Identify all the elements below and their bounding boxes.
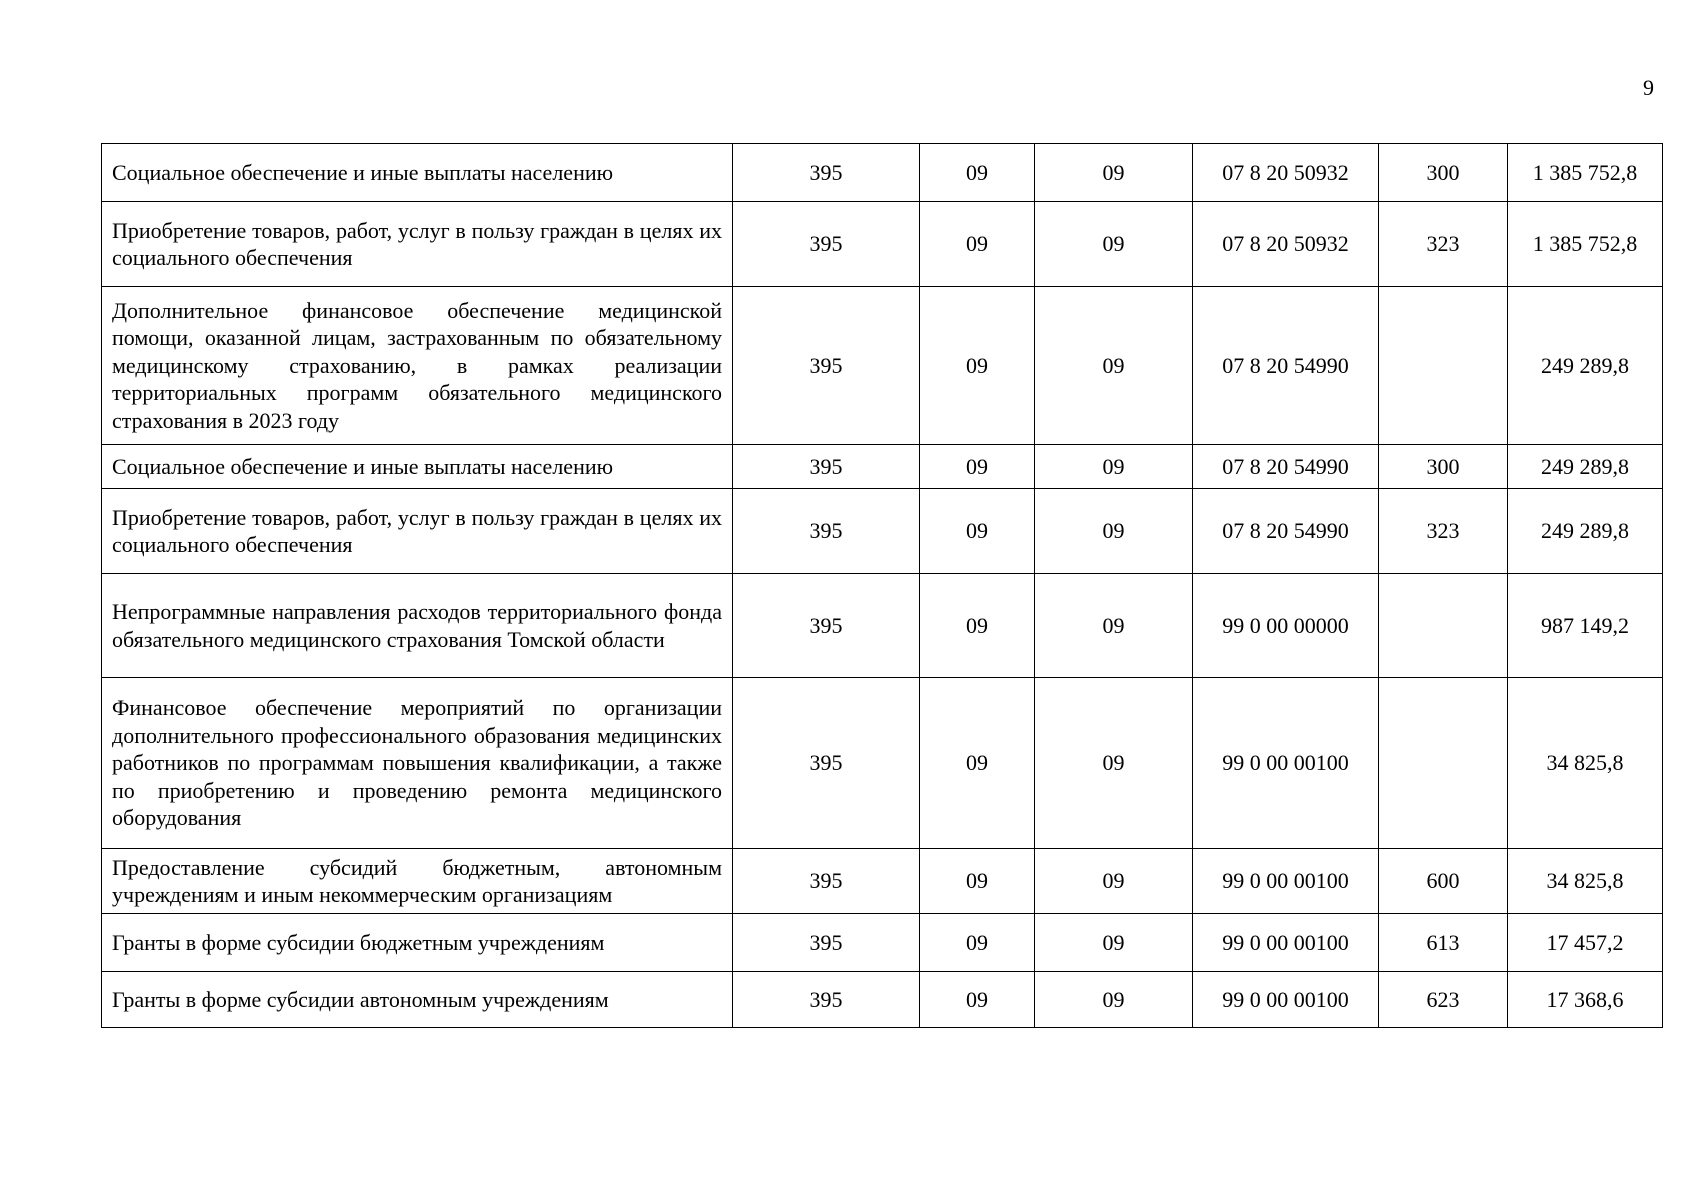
- table-row: [102, 678, 1663, 849]
- gr-code-cell: 395: [733, 972, 920, 1028]
- table-row: [102, 489, 1663, 574]
- table-row: [102, 914, 1663, 972]
- expense-type-cell: [1379, 574, 1508, 678]
- target-article-cell: 07 8 20 54990: [1193, 489, 1379, 574]
- section-code-cell: 09: [920, 445, 1035, 489]
- amount-cell: 249 289,8: [1508, 287, 1663, 445]
- table-row: [102, 972, 1663, 1028]
- amount-cell: 34 825,8: [1508, 849, 1663, 914]
- gr-code-cell: 395: [733, 914, 920, 972]
- expense-name-cell: Непрограммные направления расходов территориального фонда обязательного медицинского страхования Томской области: [102, 574, 733, 678]
- gr-code-cell: 395: [733, 144, 920, 202]
- gr-code-cell: 395: [733, 849, 920, 914]
- subsection-code-cell: 09: [1035, 849, 1193, 914]
- amount-cell: 17 457,2: [1508, 914, 1663, 972]
- gr-code-cell: 395: [733, 445, 920, 489]
- target-article-cell: 99 0 00 00000: [1193, 574, 1379, 678]
- expense-type-cell: [1379, 287, 1508, 445]
- section-code-cell: 09: [920, 574, 1035, 678]
- subsection-code-cell: 09: [1035, 144, 1193, 202]
- subsection-code-cell: 09: [1035, 678, 1193, 849]
- target-article-cell: 07 8 20 54990: [1193, 287, 1379, 445]
- target-article-cell: 99 0 00 00100: [1193, 849, 1379, 914]
- amount-cell: 1 385 752,8: [1508, 144, 1663, 202]
- gr-code-cell: 395: [733, 287, 920, 445]
- table-row: [102, 445, 1663, 489]
- target-article-cell: 07 8 20 54990: [1193, 445, 1379, 489]
- subsection-code-cell: 09: [1035, 202, 1193, 287]
- expense-type-cell: 300: [1379, 144, 1508, 202]
- expense-type-cell: 323: [1379, 489, 1508, 574]
- expense-name-cell: Финансовое обеспечение мероприятий по организации дополнительного профессионального образования медицинских работников по программам повышения квалификации, а также по приобретению и проведению ремонта медицинского оборудования: [102, 678, 733, 849]
- expense-type-cell: 323: [1379, 202, 1508, 287]
- section-code-cell: 09: [920, 489, 1035, 574]
- amount-cell: 17 368,6: [1508, 972, 1663, 1028]
- expense-type-cell: 300: [1379, 445, 1508, 489]
- table-row: [102, 144, 1663, 202]
- subsection-code-cell: 09: [1035, 972, 1193, 1028]
- amount-cell: 249 289,8: [1508, 489, 1663, 574]
- section-code-cell: 09: [920, 972, 1035, 1028]
- section-code-cell: 09: [920, 202, 1035, 287]
- subsection-code-cell: 09: [1035, 574, 1193, 678]
- target-article-cell: 99 0 00 00100: [1193, 678, 1379, 849]
- expense-type-cell: 600: [1379, 849, 1508, 914]
- amount-cell: 34 825,8: [1508, 678, 1663, 849]
- amount-cell: 987 149,2: [1508, 574, 1663, 678]
- expense-name-cell: Приобретение товаров, работ, услуг в пользу граждан в целях их социального обеспечения: [102, 202, 733, 287]
- section-code-cell: 09: [920, 849, 1035, 914]
- expense-name-cell: Предоставление субсидий бюджетным, автономным учреждениям и иным некоммерческим организациям: [102, 849, 733, 914]
- target-article-cell: 99 0 00 00100: [1193, 914, 1379, 972]
- expense-name-cell: Социальное обеспечение и иные выплаты населению: [102, 445, 733, 489]
- expense-name-cell: Социальное обеспечение и иные выплаты населению: [102, 144, 733, 202]
- page-number: 9: [1643, 75, 1654, 100]
- amount-cell: 249 289,8: [1508, 445, 1663, 489]
- subsection-code-cell: 09: [1035, 914, 1193, 972]
- subsection-code-cell: 09: [1035, 489, 1193, 574]
- expense-type-cell: 623: [1379, 972, 1508, 1028]
- gr-code-cell: 395: [733, 202, 920, 287]
- expense-type-cell: [1379, 678, 1508, 849]
- subsection-code-cell: 09: [1035, 287, 1193, 445]
- expense-name-cell: Гранты в форме субсидии автономным учреждениям: [102, 972, 733, 1028]
- section-code-cell: 09: [920, 678, 1035, 849]
- gr-code-cell: 395: [733, 489, 920, 574]
- target-article-cell: 07 8 20 50932: [1193, 144, 1379, 202]
- table-row: [102, 849, 1663, 914]
- table-row: [102, 287, 1663, 445]
- section-code-cell: 09: [920, 287, 1035, 445]
- table-row: [102, 202, 1663, 287]
- expense-type-cell: 613: [1379, 914, 1508, 972]
- gr-code-cell: 395: [733, 678, 920, 849]
- budget-table: [101, 143, 1663, 1028]
- target-article-cell: 07 8 20 50932: [1193, 202, 1379, 287]
- expense-name-cell: Дополнительное финансовое обеспечение медицинской помощи, оказанной лицам, застрахованным по обязательному медицинскому страхованию, в рамках реализации территориальных программ обязательного медицинского страхования в 2023 году: [102, 287, 733, 445]
- amount-cell: 1 385 752,8: [1508, 202, 1663, 287]
- table-row: [102, 574, 1663, 678]
- subsection-code-cell: 09: [1035, 445, 1193, 489]
- section-code-cell: 09: [920, 914, 1035, 972]
- gr-code-cell: 395: [733, 574, 920, 678]
- expense-name-cell: Гранты в форме субсидии бюджетным учреждениям: [102, 914, 733, 972]
- section-code-cell: 09: [920, 144, 1035, 202]
- target-article-cell: 99 0 00 00100: [1193, 972, 1379, 1028]
- expense-name-cell: Приобретение товаров, работ, услуг в пользу граждан в целях их социального обеспечения: [102, 489, 733, 574]
